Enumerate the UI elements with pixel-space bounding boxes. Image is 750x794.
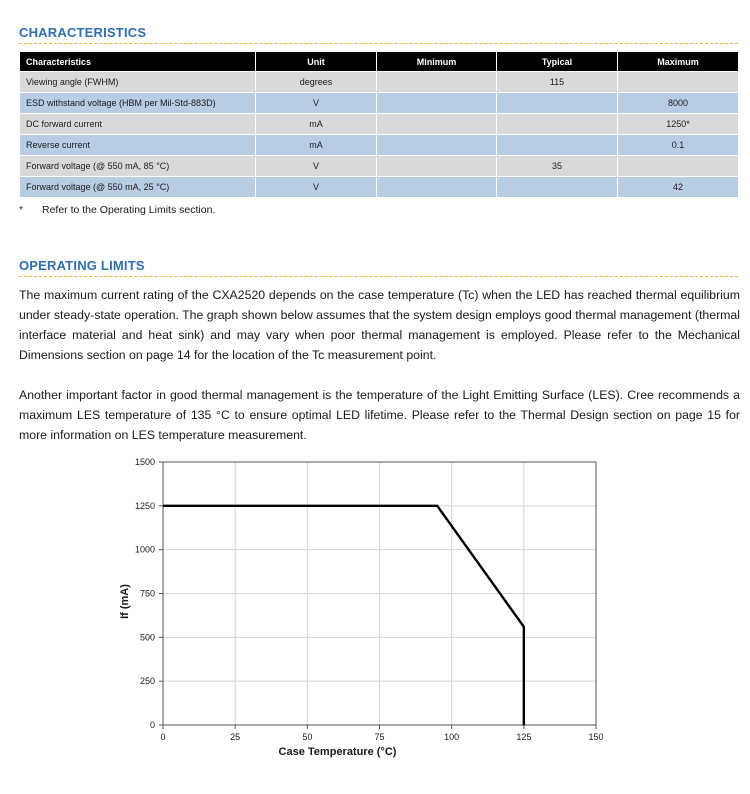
table-cell: 42 — [618, 177, 739, 198]
table-cell: Viewing angle (FWHM) — [20, 72, 256, 93]
x-tick-label: 50 — [302, 732, 313, 742]
table-cell — [497, 177, 618, 198]
y-tick-label: 1500 — [134, 457, 155, 467]
table-row — [20, 114, 739, 135]
operating-limits-title: OPERATING LIMITS — [19, 258, 145, 273]
table-cell — [377, 72, 497, 93]
table-cell — [618, 72, 739, 93]
table-cell — [377, 177, 497, 198]
x-tick-label: 150 — [588, 732, 604, 742]
col-header: Typical — [497, 52, 618, 72]
x-axis-label: Case Temperature (°C) — [278, 746, 397, 758]
derating-chart — [0, 450, 750, 770]
table-cell: ESD withstand voltage (HBM per Mil-Std-883D) — [20, 93, 256, 114]
table-cell: 115 — [497, 72, 618, 93]
table-cell: V — [256, 156, 377, 177]
y-tick-label: 1250 — [134, 500, 155, 511]
table-cell — [377, 156, 497, 177]
footnote-text: Refer to the Operating Limits section. — [42, 204, 216, 216]
y-tick-label: 0 — [149, 720, 155, 730]
table-cell: V — [256, 177, 377, 198]
characteristics-title: CHARACTERISTICS — [19, 25, 147, 40]
table-header-row — [20, 52, 739, 72]
table-cell — [377, 114, 497, 135]
table-cell: 8000 — [618, 93, 739, 114]
col-header: Minimum — [377, 52, 497, 72]
operating-limits-paragraph-2: Another important factor in good thermal management is the temperature of the Light Emitting Surface (LES). Cree recommends a maximum LES temperature of 135 °C to ensure optimal LED lifetime. Please refer to the Thermal Design section on page 15 for more information on LES temperature measurement. — [19, 388, 740, 442]
operating-limits-paragraph-1: The maximum current rating of the CXA2520 depends on the case temperature (Tc) when the LED has reached thermal equilibrium under steady-state operation. The graph shown below assumes that the system design employs good thermal management (thermal interface material and heat sink) and may vary when poor thermal management is employed. Please refer to the Mechanical Dimensions section on page 14 for the location of the Tc measurement point. — [19, 288, 740, 362]
table-cell — [377, 135, 497, 156]
x-tick-label: 75 — [374, 732, 385, 742]
table-cell — [497, 93, 618, 114]
section-divider — [19, 43, 738, 44]
table-cell — [497, 135, 618, 156]
table-footnote — [19, 204, 215, 216]
table-cell: 35 — [497, 156, 618, 177]
col-header: Characteristics — [20, 52, 256, 72]
x-tick-label: 25 — [230, 732, 241, 742]
table-row — [20, 135, 739, 156]
table-cell: 1250* — [618, 114, 739, 135]
table-row — [20, 93, 739, 114]
footnote-mark: * — [19, 204, 24, 216]
col-header: Unit — [256, 52, 377, 72]
table-cell: Reverse current — [20, 135, 256, 156]
y-axis-label: If (mA) — [119, 584, 131, 619]
col-header: Maximum — [618, 52, 739, 72]
x-tick-label: 100 — [444, 732, 460, 742]
x-tick-label: 125 — [516, 732, 532, 742]
table-cell: mA — [256, 135, 377, 156]
table-cell: degrees — [256, 72, 377, 93]
y-tick-label: 250 — [139, 676, 155, 687]
table-cell — [618, 156, 739, 177]
table-cell: Forward voltage (@ 550 mA, 25 °C) — [20, 177, 256, 198]
characteristics-table — [19, 51, 739, 198]
table-row — [20, 156, 739, 177]
table-cell: mA — [256, 114, 377, 135]
derating-curve — [163, 506, 524, 725]
table-cell — [377, 93, 497, 114]
table-cell — [497, 114, 618, 135]
table-cell: Forward voltage (@ 550 mA, 85 °C) — [20, 156, 256, 177]
x-tick-label: 0 — [160, 732, 166, 742]
table-cell: 0.1 — [618, 135, 739, 156]
table-row — [20, 72, 739, 93]
section-divider — [19, 276, 738, 277]
table-row — [20, 177, 739, 198]
y-tick-label: 750 — [139, 588, 155, 599]
table-cell: DC forward current — [20, 114, 256, 135]
y-tick-label: 500 — [139, 632, 155, 643]
table-cell: V — [256, 93, 377, 114]
y-tick-label: 1000 — [134, 544, 155, 555]
